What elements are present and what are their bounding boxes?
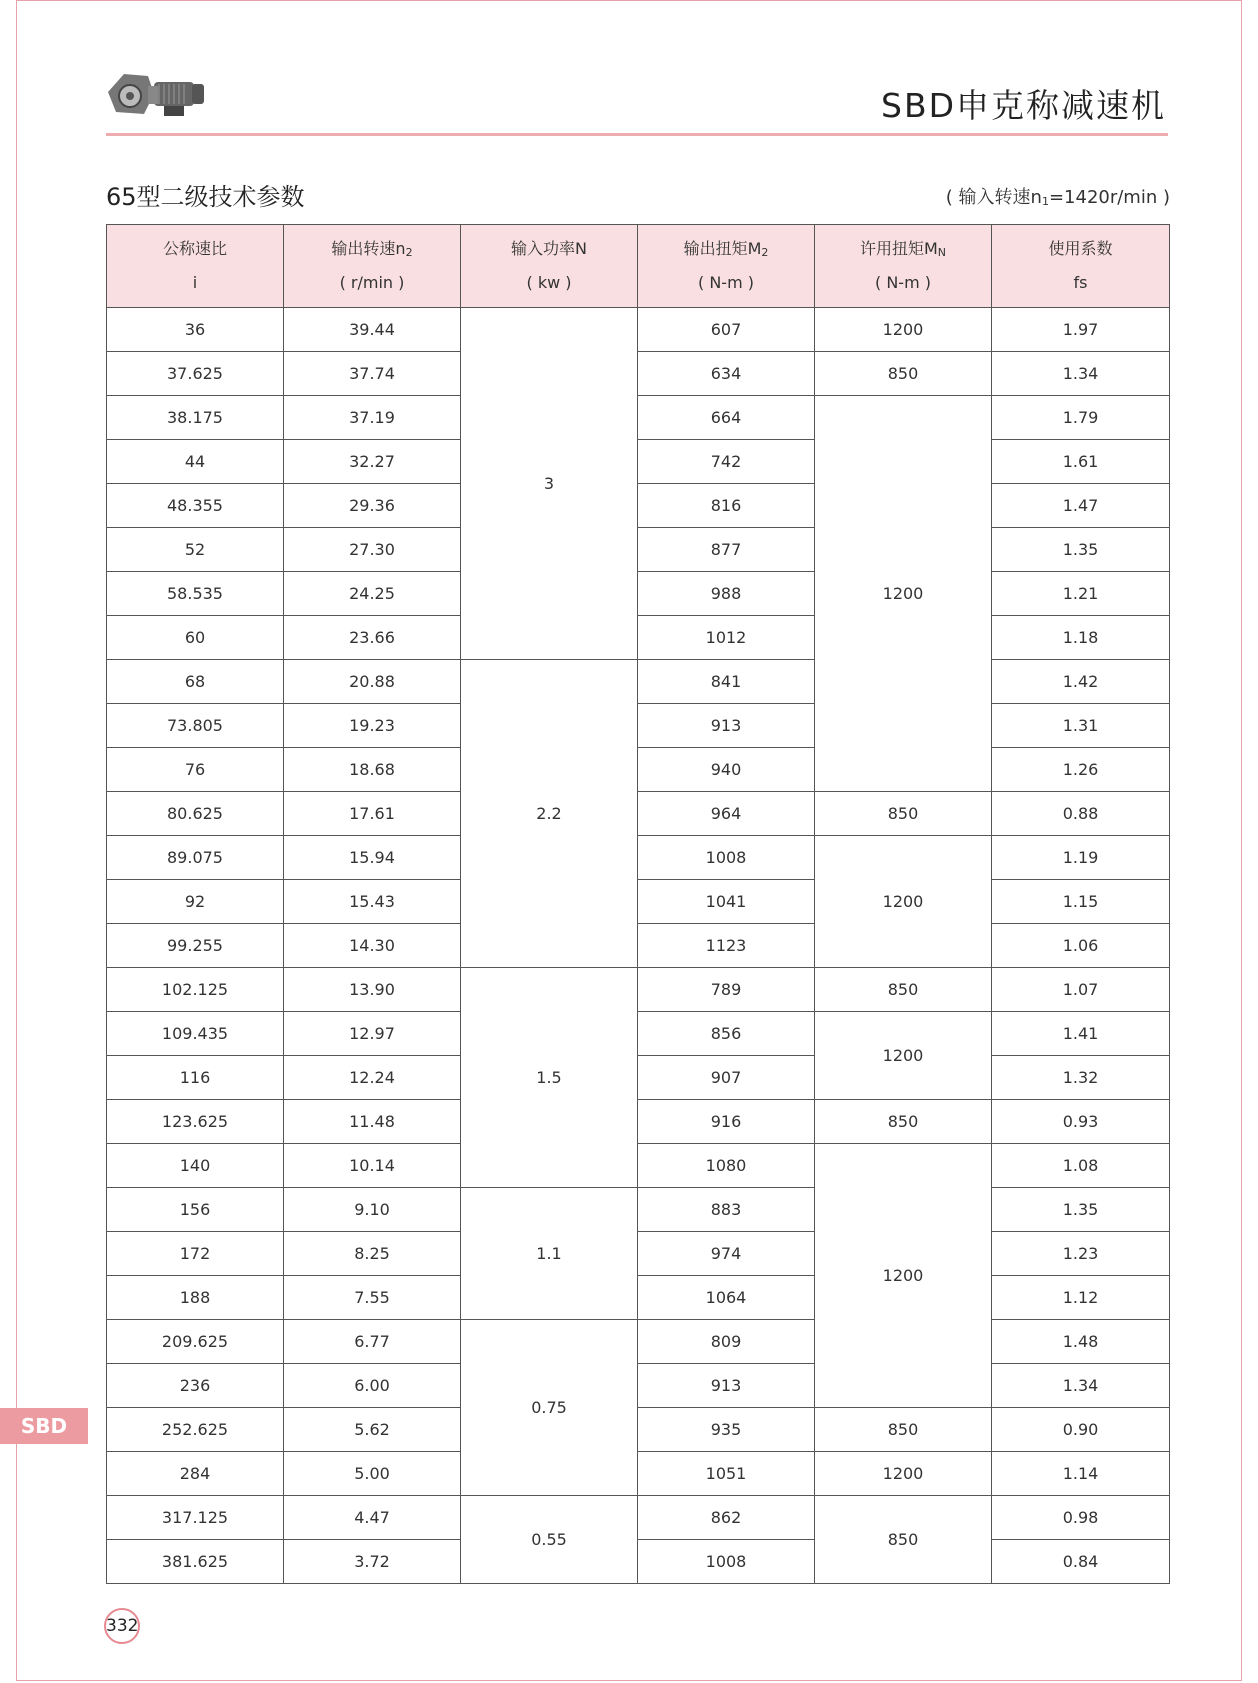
allowable-torque-cell: 850 <box>815 352 992 396</box>
ratio-cell: 209.625 <box>107 1320 284 1364</box>
table-row <box>107 1496 1170 1540</box>
table-row <box>107 1452 1170 1496</box>
ratio-cell: 60 <box>107 616 284 660</box>
service-factor-cell: 1.15 <box>992 880 1170 924</box>
output-speed-cell: 11.48 <box>284 1100 461 1144</box>
service-factor-cell: 1.23 <box>992 1232 1170 1276</box>
table-row <box>107 528 1170 572</box>
service-factor-cell: 1.18 <box>992 616 1170 660</box>
input-speed-subscript: 1 <box>1041 195 1049 208</box>
output-torque-cell: 1008 <box>638 836 815 880</box>
output-torque-cell: 1064 <box>638 1276 815 1320</box>
table-row <box>107 880 1170 924</box>
table-row <box>107 1232 1170 1276</box>
output-speed-cell: 10.14 <box>284 1144 461 1188</box>
service-factor-cell: 1.79 <box>992 396 1170 440</box>
output-torque-cell: 913 <box>638 1364 815 1408</box>
input-speed-prefix: ( 输入转速n <box>945 187 1042 208</box>
output-speed-cell: 37.19 <box>284 396 461 440</box>
table-header-row <box>107 225 1170 308</box>
ratio-cell: 89.075 <box>107 836 284 880</box>
table-row <box>107 792 1170 836</box>
table-row <box>107 1408 1170 1452</box>
output-speed-cell: 32.27 <box>284 440 461 484</box>
allowable-torque-cell: 850 <box>815 1100 992 1144</box>
output-torque-cell: 862 <box>638 1496 815 1540</box>
output-torque-cell: 634 <box>638 352 815 396</box>
allowable-torque-cell: 1200 <box>815 1012 992 1100</box>
output-speed-cell: 15.94 <box>284 836 461 880</box>
output-torque-cell: 1008 <box>638 1540 815 1584</box>
output-torque-cell: 1012 <box>638 616 815 660</box>
table-row <box>107 616 1170 660</box>
table-row <box>107 396 1170 440</box>
column-label <box>992 234 1169 268</box>
column-label-subscript: 2 <box>761 246 769 259</box>
service-factor-cell: 0.93 <box>992 1100 1170 1144</box>
ratio-cell: 99.255 <box>107 924 284 968</box>
output-torque-cell: 907 <box>638 1056 815 1100</box>
service-factor-cell: 1.61 <box>992 440 1170 484</box>
output-torque-cell: 856 <box>638 1012 815 1056</box>
allowable-torque-cell: 1200 <box>815 836 992 968</box>
ratio-cell: 188 <box>107 1276 284 1320</box>
page-number: 332 <box>104 1608 140 1644</box>
input-power-cell: 1.1 <box>461 1188 638 1320</box>
column-unit: i <box>192 273 198 292</box>
output-torque-cell: 1041 <box>638 880 815 924</box>
output-speed-cell: 29.36 <box>284 484 461 528</box>
service-factor-cell: 1.42 <box>992 660 1170 704</box>
output-torque-cell: 913 <box>638 704 815 748</box>
table-row <box>107 572 1170 616</box>
output-speed-cell: 14.30 <box>284 924 461 968</box>
output-speed-cell: 5.00 <box>284 1452 461 1496</box>
column-unit: ( kw ) <box>526 273 572 292</box>
column-header-input-power <box>461 225 638 308</box>
service-factor-cell: 1.08 <box>992 1144 1170 1188</box>
table-row <box>107 1188 1170 1232</box>
service-factor-cell: 1.26 <box>992 748 1170 792</box>
service-factor-cell: 1.34 <box>992 1364 1170 1408</box>
output-torque-cell: 742 <box>638 440 815 484</box>
output-speed-cell: 5.62 <box>284 1408 461 1452</box>
column-label-text: 公称速比 <box>162 239 227 258</box>
output-torque-cell: 789 <box>638 968 815 1012</box>
column-label-text: 使用系数 <box>1048 239 1113 258</box>
input-power-cell: 2.2 <box>461 660 638 968</box>
output-speed-cell: 6.77 <box>284 1320 461 1364</box>
service-factor-cell: 0.90 <box>992 1408 1170 1452</box>
ratio-cell: 109.435 <box>107 1012 284 1056</box>
column-header-output-speed <box>284 225 461 308</box>
service-factor-cell: 0.88 <box>992 792 1170 836</box>
output-torque-cell: 1051 <box>638 1452 815 1496</box>
ratio-cell: 116 <box>107 1056 284 1100</box>
table-row <box>107 1144 1170 1188</box>
service-factor-cell: 1.06 <box>992 924 1170 968</box>
service-factor-cell: 0.98 <box>992 1496 1170 1540</box>
brand-title: SBD申克称减速机 <box>881 86 1166 125</box>
side-tab-sbd: SBD <box>0 1408 88 1444</box>
table-row <box>107 748 1170 792</box>
table-row <box>107 1100 1170 1144</box>
output-torque-cell: 964 <box>638 792 815 836</box>
output-speed-cell: 24.25 <box>284 572 461 616</box>
column-header-output-torque <box>638 225 815 308</box>
table-row <box>107 440 1170 484</box>
ratio-cell: 37.625 <box>107 352 284 396</box>
output-speed-cell: 27.30 <box>284 528 461 572</box>
allowable-torque-cell: 1200 <box>815 396 992 792</box>
column-header-service-factor <box>992 225 1170 308</box>
input-speed-note <box>946 183 1170 209</box>
ratio-cell: 156 <box>107 1188 284 1232</box>
ratio-cell: 284 <box>107 1452 284 1496</box>
header-rule <box>106 133 1168 136</box>
column-label <box>461 234 637 268</box>
output-torque-cell: 940 <box>638 748 815 792</box>
column-unit: fs <box>1073 273 1088 292</box>
output-torque-cell: 935 <box>638 1408 815 1452</box>
column-label-text: 输出扭矩M <box>683 239 762 258</box>
output-torque-cell: 916 <box>638 1100 815 1144</box>
output-speed-cell: 18.68 <box>284 748 461 792</box>
ratio-cell: 140 <box>107 1144 284 1188</box>
output-speed-cell: 17.61 <box>284 792 461 836</box>
output-speed-cell: 23.66 <box>284 616 461 660</box>
service-factor-cell: 1.41 <box>992 1012 1170 1056</box>
table-row <box>107 352 1170 396</box>
output-speed-cell: 8.25 <box>284 1232 461 1276</box>
output-speed-cell: 39.44 <box>284 308 461 352</box>
service-factor-cell: 1.48 <box>992 1320 1170 1364</box>
output-torque-cell: 816 <box>638 484 815 528</box>
column-unit: ( N-m ) <box>698 273 754 292</box>
service-factor-cell: 1.12 <box>992 1276 1170 1320</box>
input-power-cell: 3 <box>461 308 638 660</box>
output-torque-cell: 988 <box>638 572 815 616</box>
service-factor-cell: 1.19 <box>992 836 1170 880</box>
table-row <box>107 308 1170 352</box>
output-speed-cell: 12.97 <box>284 1012 461 1056</box>
output-torque-cell: 883 <box>638 1188 815 1232</box>
column-header-allowable-torque <box>815 225 992 308</box>
service-factor-cell: 1.35 <box>992 1188 1170 1232</box>
service-factor-cell: 1.21 <box>992 572 1170 616</box>
section-title: 65型二级技术参数 <box>106 183 305 211</box>
ratio-cell: 58.535 <box>107 572 284 616</box>
service-factor-cell: 1.34 <box>992 352 1170 396</box>
column-label-text: 输入功率N <box>511 239 587 258</box>
ratio-cell: 36 <box>107 308 284 352</box>
allowable-torque-cell: 850 <box>815 792 992 836</box>
service-factor-cell: 1.32 <box>992 1056 1170 1100</box>
output-torque-cell: 607 <box>638 308 815 352</box>
table-row <box>107 968 1170 1012</box>
table-row <box>107 660 1170 704</box>
service-factor-cell: 1.35 <box>992 528 1170 572</box>
column-label <box>638 234 814 268</box>
service-factor-cell: 1.31 <box>992 704 1170 748</box>
ratio-cell: 68 <box>107 660 284 704</box>
column-label <box>284 234 460 268</box>
input-power-cell: 0.75 <box>461 1320 638 1496</box>
ratio-cell: 44 <box>107 440 284 484</box>
ratio-cell: 52 <box>107 528 284 572</box>
input-speed-suffix: =1420r/min ) <box>1048 187 1170 208</box>
table-row <box>107 484 1170 528</box>
output-speed-cell: 9.10 <box>284 1188 461 1232</box>
table-row <box>107 1056 1170 1100</box>
input-power-cell: 1.5 <box>461 968 638 1188</box>
allowable-torque-cell: 850 <box>815 1496 992 1584</box>
column-unit: ( N-m ) <box>875 273 931 292</box>
column-label-text: 输出转速n <box>331 239 406 258</box>
column-label-subscript: 2 <box>405 246 413 259</box>
allowable-torque-cell: 850 <box>815 1408 992 1452</box>
output-speed-cell: 20.88 <box>284 660 461 704</box>
ratio-cell: 38.175 <box>107 396 284 440</box>
table-row <box>107 1276 1170 1320</box>
table-row <box>107 836 1170 880</box>
ratio-cell: 236 <box>107 1364 284 1408</box>
column-label <box>107 234 283 268</box>
output-torque-cell: 664 <box>638 396 815 440</box>
ratio-cell: 76 <box>107 748 284 792</box>
allowable-torque-cell: 1200 <box>815 308 992 352</box>
output-speed-cell: 3.72 <box>284 1540 461 1584</box>
allowable-torque-cell: 850 <box>815 968 992 1012</box>
output-speed-cell: 37.74 <box>284 352 461 396</box>
ratio-cell: 252.625 <box>107 1408 284 1452</box>
table-row <box>107 924 1170 968</box>
table-row <box>107 1364 1170 1408</box>
column-label-text: 许用扭矩M <box>859 239 938 258</box>
ratio-cell: 381.625 <box>107 1540 284 1584</box>
service-factor-cell: 1.47 <box>992 484 1170 528</box>
column-unit: ( r/min ) <box>339 273 405 292</box>
ratio-cell: 92 <box>107 880 284 924</box>
service-factor-cell: 1.07 <box>992 968 1170 1012</box>
output-speed-cell: 19.23 <box>284 704 461 748</box>
allowable-torque-cell: 1200 <box>815 1452 992 1496</box>
output-speed-cell: 6.00 <box>284 1364 461 1408</box>
column-label-subscript: N <box>937 246 947 259</box>
input-power-cell: 0.55 <box>461 1496 638 1584</box>
output-torque-cell: 974 <box>638 1232 815 1276</box>
ratio-cell: 80.625 <box>107 792 284 836</box>
table-row <box>107 704 1170 748</box>
service-factor-cell: 1.14 <box>992 1452 1170 1496</box>
ratio-cell: 73.805 <box>107 704 284 748</box>
output-torque-cell: 877 <box>638 528 815 572</box>
output-speed-cell: 13.90 <box>284 968 461 1012</box>
allowable-torque-cell: 1200 <box>815 1144 992 1408</box>
output-torque-cell: 1080 <box>638 1144 815 1188</box>
output-speed-cell: 15.43 <box>284 880 461 924</box>
service-factor-cell: 1.97 <box>992 308 1170 352</box>
output-speed-cell: 12.24 <box>284 1056 461 1100</box>
output-torque-cell: 809 <box>638 1320 815 1364</box>
service-factor-cell: 0.84 <box>992 1540 1170 1584</box>
ratio-cell: 48.355 <box>107 484 284 528</box>
output-speed-cell: 4.47 <box>284 1496 461 1540</box>
table-row <box>107 1540 1170 1584</box>
table-row <box>107 1320 1170 1364</box>
gear-reducer-motor-icon <box>104 66 214 122</box>
column-label <box>815 234 991 268</box>
table-row <box>107 1012 1170 1056</box>
ratio-cell: 172 <box>107 1232 284 1276</box>
ratio-cell: 123.625 <box>107 1100 284 1144</box>
output-torque-cell: 1123 <box>638 924 815 968</box>
output-torque-cell: 841 <box>638 660 815 704</box>
ratio-cell: 102.125 <box>107 968 284 1012</box>
ratio-cell: 317.125 <box>107 1496 284 1540</box>
column-header-ratio <box>107 225 284 308</box>
technical-parameters-table <box>106 224 1170 1584</box>
output-speed-cell: 7.55 <box>284 1276 461 1320</box>
